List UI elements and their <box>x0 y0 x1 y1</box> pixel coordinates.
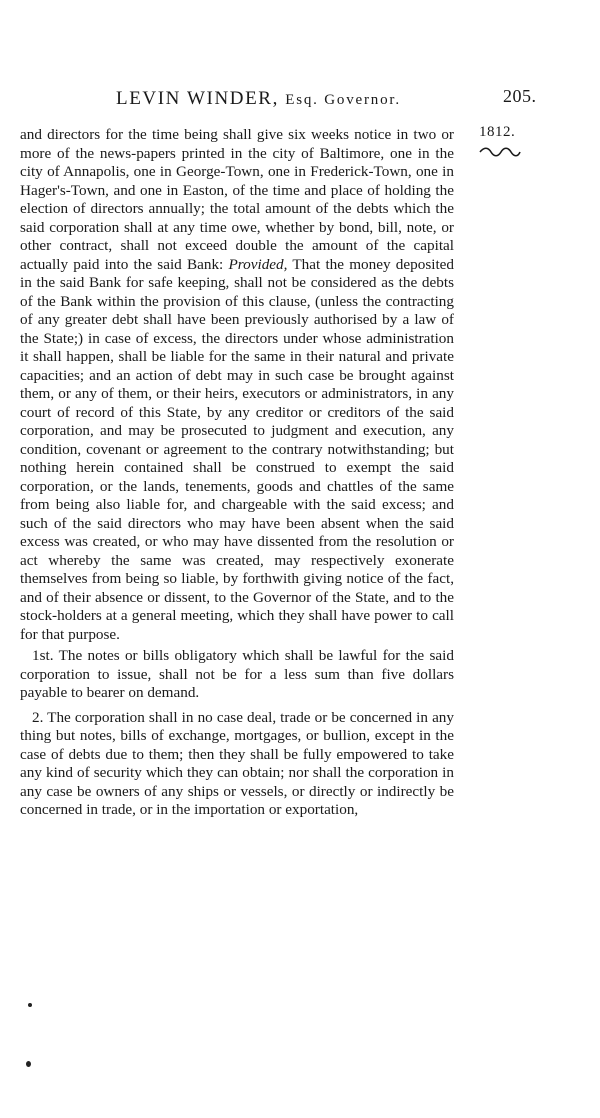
running-head <box>116 88 401 110</box>
paragraph-text: and directors for the time being shall give six weeks notice in two or more of the news-papers printed in the city of Baltimore, one in the city of Annapolis, one in George-Town, one in Frederick-Town, one in Hager's-Town, and one in Easton, of the time and place of holding the election of directors annually; the total amount of the debts which the said corporation shall at any time owe, whether by bond, bill, note, or other contract, shall not exceed double the amount of the capital actually paid into the said Bank: <box>20 126 454 273</box>
paragraph-directors-notice <box>20 126 454 644</box>
margin-flourish-ornament <box>479 146 521 158</box>
margin-year-note: 1812. <box>479 124 516 140</box>
running-head-title: LEVIN WINDER, <box>116 88 279 109</box>
running-head-subtitle: Esq. Governor. <box>285 92 401 108</box>
ink-speck <box>26 1061 31 1067</box>
ink-speck <box>28 1003 32 1007</box>
provided-italic-word: Provided, <box>228 255 288 273</box>
paragraph-first-rule: 1st. The notes or bills obligatory which shall be lawful for the said corporation to issue, shall not be for a less sum than five dollars payable to bearer on demand. <box>20 647 454 701</box>
body-text <box>20 126 454 820</box>
paragraph-text: That the money deposited in the said Bank for safe keeping, shall not be considered as the debts of the Bank within the provision of this clause, (unless the contracting of any greater debt shall have been previously authorised by a law of the State;) in case of excess, the directors under whose administration it shall happen, shall be liable for the same in their natural and private capacities; and an action of debt may in such case be brought against them, or any of them, or their heirs, executors or administrators, in any court of record of this State, by any creditor or creditors of the said corporation, and may be prosecuted to judgment and execution, any condition, covenant or agreement to the contrary notwithstanding; but nothing herein contained shall be construed to exempt the said corporation, or the lands, tenements, goods and chattles of the same from being also liable for, and chargeable with the said excess; and such of the said directors who may have been absent when the said excess was created, or who may have dissented from the resolution or act whereby the same was created, may respectively exonerate themselves from being so liable, by forthwith giving notice of the fact, and of their absence or dissent, to the Governor of the State, and to the stock-holders at a general meeting, which they shall have power to call for that purpose. <box>20 255 455 643</box>
paragraph-second-rule: 2. The corporation shall in no case deal, trade or be concerned in any thing but notes, bills of exchange, mortgages, or bullion, except in the case of debts due to them; then they shall be fully empowered to take any kind of security which they can obtain; nor shall the corporation in any case be owners of any ships or vessels, or directly or indirectly be concerned in trade, or in the importation or exportation, <box>20 708 454 818</box>
page-number: 205. <box>503 86 537 106</box>
